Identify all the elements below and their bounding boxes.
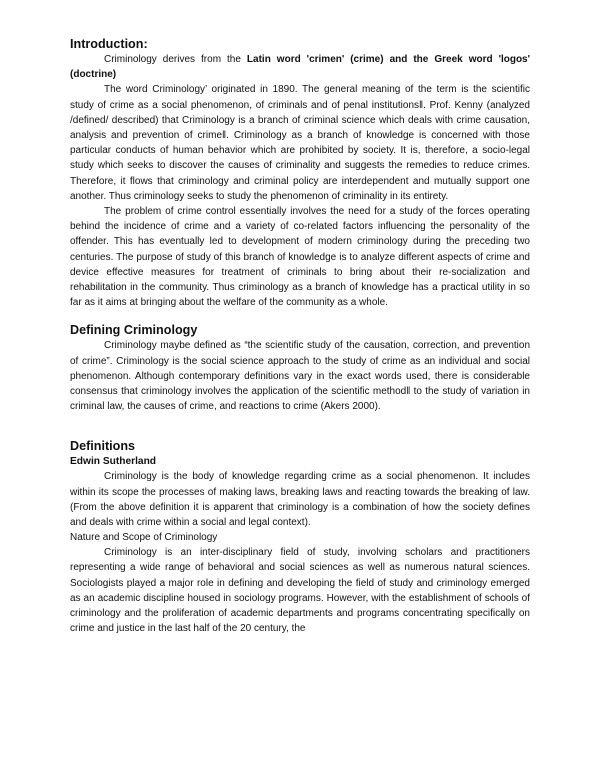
nature-scope-label: Nature and Scope of Criminology xyxy=(70,532,218,544)
sutherland-definition-paragraph: Criminology is the body of knowledge regarding crime as a social phenomenon. It includes within its scope the processes of making laws, breaking laws and reacting towards the breaking of law. (From the above definition it is apparent that criminology is a combination of how the society defines and deals with crime within a social and legal context). xyxy=(70,471,530,529)
intro-p1-bold-text: Latin word 'crimen' (crime) and the Greek word 'logos' (doctrine) xyxy=(70,54,530,81)
defining-paragraph: Criminology maybe defined as “the scientific study of the causation, correction, and prevention of crime”. Criminology is the social science approach to the study of crime as an individual and social phenomenon. Although contemporary definitions vary in the exact words used, there is considerable consensus that criminology involves the application of the scientific method‖ to the study of variation in criminal law, the causes of crime, and reactions to crime (Akers 2000). xyxy=(70,340,530,413)
intro-paragraph-2: The word Criminology’ originated in 1890. The general meaning of the term is the scientific study of crime as a social phenomenon, of criminals and of penal institutions‖. Prof. Kenny (analyzed /defined/ described) that Criminology is a branch of criminal science which deals with crime causation, analysis and prevention of crime‖. Criminology as a branch of knowledge is concerned with those particular conducts of human behavior which are prohibited by society. It is, therefore, a socio-legal study which seeks to discover the causes of criminality and suggests the remedies to reduce crimes. Therefore, it flows that criminology and criminal policy are interdependent and mutually support one another. Thus criminology seeks to study the phenomenon of criminality in its entirety. xyxy=(70,84,530,202)
intro-paragraph-3: The problem of crime control essentially involves the need for a study of the forces operating behind the incidence of crime and a variety of co-related factors influencing the personality of the offender. This has eventually led to development of modern criminology during the preceding two centuries. The purpose of study of this branch of knowledge is to analyze different aspects of crime and device effective measures for treatment of criminals to bring about their re-socialization and rehabilitation in the community. Thus criminology as a branch of knowledge has a practical utility in so far as it aims at bringing about the welfare of the community as a whole. xyxy=(70,206,530,309)
definitions-heading: Definitions xyxy=(70,439,136,454)
intro-p1-text: Criminology derives from the xyxy=(104,54,247,65)
intro-paragraph-1 xyxy=(70,52,530,82)
defining-criminology-heading: Defining Criminology xyxy=(70,323,198,338)
nature-scope-paragraph: Criminology is an inter-disciplinary field of study, involving scholars and practitioners representing a wide range of behavioral and social sciences as well as numerous natural sciences. Sociologists played a major role in defining and developing the field of study and criminology emerged as an academic discipline housed in sociology programs. However, with the establishment of schools of criminology and the proliferation of academic departments and programs concentrating specifically on crime and justice in the last half of the 20 century, the xyxy=(70,547,530,635)
introduction-heading: Introduction: xyxy=(70,37,148,51)
document-page xyxy=(70,36,530,637)
edwin-sutherland-subheading: Edwin Sutherland xyxy=(70,456,157,468)
